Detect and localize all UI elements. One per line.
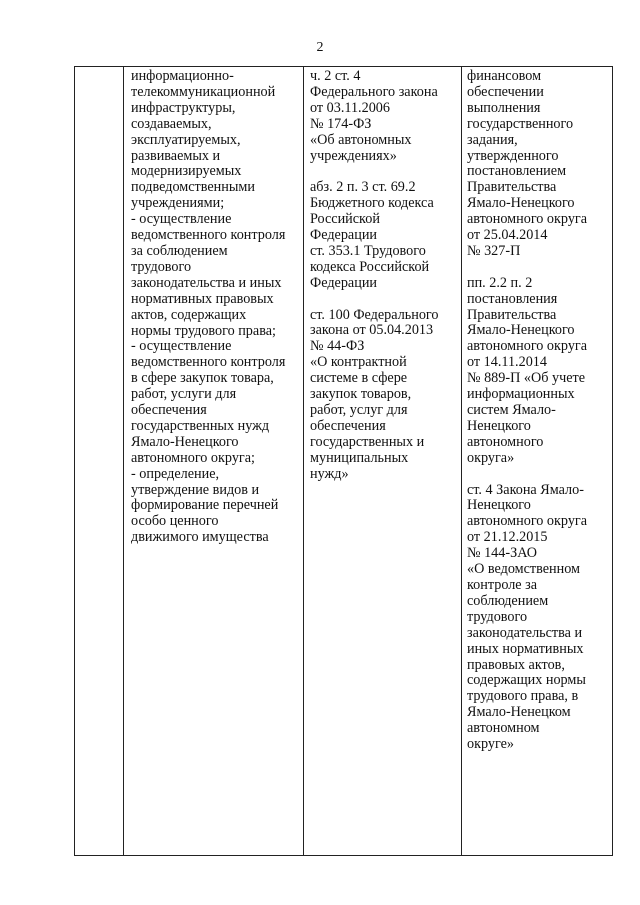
blank-line (310, 164, 458, 180)
text-line: - осуществление (131, 211, 232, 228)
text-line: нормы трудового права; (131, 322, 276, 339)
text-line: ст. 4 Закона Ямало- (467, 481, 584, 498)
text-line: Ненецкого (467, 417, 531, 434)
text-line: кодекса Российской (310, 258, 430, 275)
text-line: трудового (467, 608, 528, 625)
column-divider (303, 67, 304, 855)
text-line: учреждениях» (310, 147, 397, 164)
text-line: особо ценного (131, 513, 219, 530)
text-line: контроле за (467, 576, 538, 593)
text-line: - определение, (131, 465, 220, 482)
text-line: за соблюдением (131, 242, 228, 259)
text-line: Бюджетного кодекса (310, 195, 434, 212)
text-line: Федерального закона (310, 83, 438, 100)
text-line: утвержденного (467, 147, 559, 164)
text-line: систем Ямало- (467, 402, 556, 419)
text-line: Ямало-Ненецкого (467, 322, 575, 339)
text-line: трудового (131, 258, 192, 275)
text-line: № 44-ФЗ (310, 338, 365, 355)
text-line: ведомственного контроля (131, 354, 286, 371)
functions-cell (131, 69, 299, 546)
text-line: обеспечения (310, 417, 386, 434)
text-line: иных нормативных (467, 640, 584, 657)
blank-line (467, 467, 609, 483)
text-line: обеспечении (467, 83, 544, 100)
text-line: законодательства и (467, 624, 583, 641)
text-line: Федерации (310, 274, 378, 291)
text-line: № 144-ЗАО (467, 545, 537, 562)
text-line: от 25.04.2014 (467, 227, 548, 244)
document-table (74, 66, 613, 856)
text-line: инфраструктуры, (131, 99, 236, 116)
text-line: «О ведомственном (467, 561, 581, 578)
text-line: создаваемых, (131, 115, 212, 132)
text-line: автономного округа (467, 211, 588, 228)
text-line: нормативных правовых (131, 290, 274, 307)
text-line: № 327-П (467, 242, 521, 259)
text-line: № 889-П «Об учете (467, 370, 586, 387)
text-line: государственного (467, 115, 574, 132)
text-line: Российской (310, 211, 380, 228)
text-line: - осуществление (131, 338, 232, 355)
text-line: ст. 100 Федерального (310, 306, 439, 323)
text-line: обеспечения (131, 402, 207, 419)
text-line: финансовом (467, 68, 542, 84)
text-line: работ, услуги для (131, 386, 237, 403)
text-line: формирование перечней (131, 497, 279, 514)
text-line: телекоммуникационной (131, 83, 276, 100)
text-line: Ямало-Ненецком (467, 704, 571, 721)
text-line: Правительства (467, 306, 557, 323)
text-line: развиваемых и (131, 147, 221, 164)
text-line: работ, услуг для (310, 402, 408, 418)
text-line: закона от 05.04.2013 (310, 322, 434, 339)
text-line: в сфере закупок товара, (131, 370, 274, 387)
text-line: трудового права, в (467, 688, 579, 705)
text-line: содержащих нормы (467, 672, 586, 689)
text-line: нужд» (310, 465, 349, 482)
text-line: государственных и (310, 433, 425, 450)
text-line: постановления (467, 290, 558, 307)
text-line: округе» (467, 736, 515, 753)
legal-basis-cell (310, 69, 458, 483)
text-line: задания, (467, 131, 518, 148)
text-line: округа» (467, 449, 515, 466)
text-line: постановлением (467, 163, 567, 180)
text-line: информационных (467, 386, 575, 403)
text-line: Ямало-Ненецкого (131, 433, 239, 450)
text-line: закупок товаров, (310, 386, 412, 403)
text-line: абз. 2 п. 3 ст. 69.2 (310, 179, 416, 196)
text-line: Ненецкого (467, 497, 531, 514)
text-line: эксплуатируемых, (131, 131, 241, 148)
blank-line (310, 292, 458, 308)
text-line: автономного округа (467, 338, 588, 355)
text-line: соблюдением (467, 592, 549, 609)
blank-line (467, 260, 609, 276)
column-divider (123, 67, 124, 855)
text-line: от 21.12.2015 (467, 529, 548, 546)
text-line: автономного округа; (131, 449, 255, 466)
text-line: от 14.11.2014 (467, 354, 547, 371)
text-line: системе в сфере (310, 370, 408, 387)
text-line: законодательства и иных (131, 274, 282, 291)
text-line: автономном (467, 720, 540, 737)
text-line: «О контрактной (310, 354, 407, 371)
text-line: учреждениями; (131, 195, 225, 212)
text-line: актов, содержащих (131, 306, 247, 323)
text-line: Ямало-Ненецкого (467, 195, 575, 212)
text-line: пп. 2.2 п. 2 (467, 274, 533, 291)
text-line: от 03.11.2006 (310, 99, 390, 116)
text-line: информационно- (131, 68, 234, 84)
text-line: модернизируемых (131, 163, 242, 180)
text-line: автономного (467, 433, 544, 450)
text-line: движимого имущества (131, 529, 269, 546)
text-line: ст. 353.1 Трудового (310, 242, 426, 259)
text-line: Правительства (467, 179, 557, 196)
text-line: муниципальных (310, 449, 409, 466)
text-line: утверждение видов и (131, 481, 260, 498)
text-line: ч. 2 ст. 4 (310, 68, 361, 84)
regulations-cell (467, 69, 609, 753)
text-line: Федерации (310, 227, 378, 244)
text-line: «Об автономных (310, 131, 412, 148)
text-line: правовых актов, (467, 656, 565, 673)
page-number: 2 (316, 40, 324, 55)
text-line: автономного округа (467, 513, 588, 530)
column-divider (461, 67, 462, 855)
text-line: выполнения (467, 99, 541, 116)
text-line: ведомственного контроля (131, 227, 286, 244)
text-line: № 174-ФЗ (310, 115, 372, 132)
text-line: подведомственными (131, 179, 255, 196)
text-line: государственных нужд (131, 417, 270, 434)
